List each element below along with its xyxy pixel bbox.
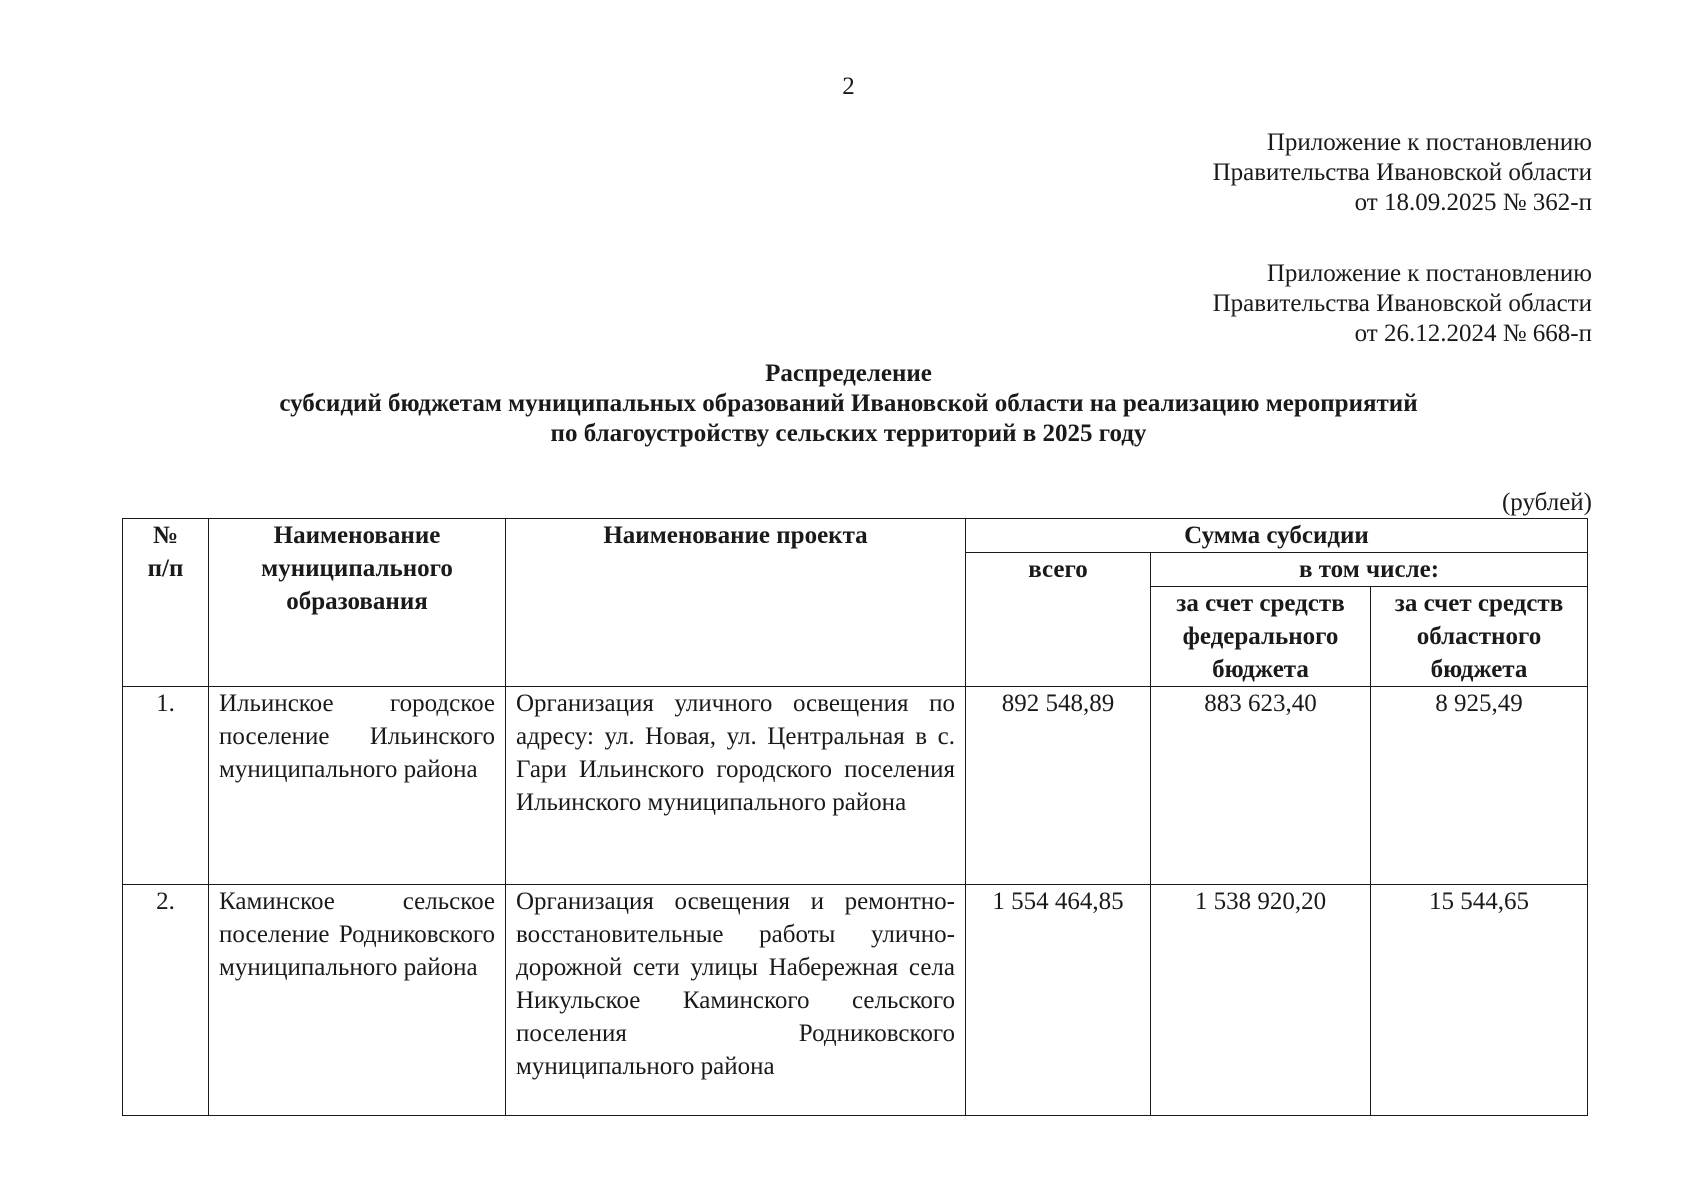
header-including: в том числе: <box>1151 553 1588 587</box>
row-municipality: Ильинское городское поселение Ильинского муниципального района <box>209 687 506 885</box>
row-federal: 883 623,40 <box>1151 687 1371 885</box>
row-project: Организация уличного освещения по адресу: ул. Новая, ул. Центральная в с. Гари Ильинского городского поселения Ильинского муниципального района <box>506 687 966 885</box>
table-row <box>123 885 1588 1116</box>
approval-line: от 26.12.2024 № 668-п <box>1354 320 1592 347</box>
subsidy-table <box>122 518 1588 1116</box>
row-total: 1 554 464,85 <box>966 885 1151 1116</box>
row-regional: 8 925,49 <box>1371 687 1588 885</box>
header-num-abbr: п/п <box>147 555 184 582</box>
approval-line: Приложение к постановлению <box>1266 129 1592 156</box>
title-line-2: субсидий бюджетам муниципальных образований Ивановской области на реализацию мероприятий <box>279 390 1418 417</box>
header-row <box>123 519 1588 553</box>
approval-note-original <box>1213 259 1592 349</box>
approval-line: Приложение к постановлению <box>1266 260 1592 287</box>
document-title <box>0 359 1697 449</box>
row-num: 1. <box>123 687 209 885</box>
approval-line: Правительства Ивановской области <box>1212 290 1592 317</box>
row-total: 892 548,89 <box>966 687 1151 885</box>
row-federal: 1 538 920,20 <box>1151 885 1371 1116</box>
page-number: 2 <box>842 73 855 100</box>
title-line-1: Распределение <box>765 360 932 387</box>
table-row <box>123 687 1588 885</box>
header-municipality: Наименование муниципального образования <box>209 519 506 687</box>
row-num: 2. <box>123 885 209 1116</box>
header-num <box>123 519 209 687</box>
row-regional: 15 544,65 <box>1371 885 1588 1116</box>
row-municipality: Каминское сельское поселение Родниковского муниципального района <box>209 885 506 1116</box>
title-line-3: по благоустройству сельских территорий в 2025 году <box>550 420 1147 447</box>
header-regional: за счет средств областного бюджета <box>1371 587 1588 687</box>
header-federal: за счет средств федерального бюджета <box>1151 587 1371 687</box>
approval-line: от 18.09.2025 № 362-п <box>1354 189 1592 216</box>
header-num-symbol: № <box>152 522 179 549</box>
approval-note-current <box>1213 128 1592 218</box>
header-total: всего <box>966 553 1151 687</box>
units-label: (рублей) <box>1501 489 1592 516</box>
header-subsidy-sum: Сумма субсидии <box>966 519 1588 553</box>
row-project: Организация освещения и ремонтно-восстановительные работы улично-дорожной сети улицы Набережная села Никульское Каминского сельского поселения Родниковского муниципального района <box>506 885 966 1116</box>
approval-line: Правительства Ивановской области <box>1212 159 1592 186</box>
header-project: Наименование проекта <box>506 519 966 687</box>
